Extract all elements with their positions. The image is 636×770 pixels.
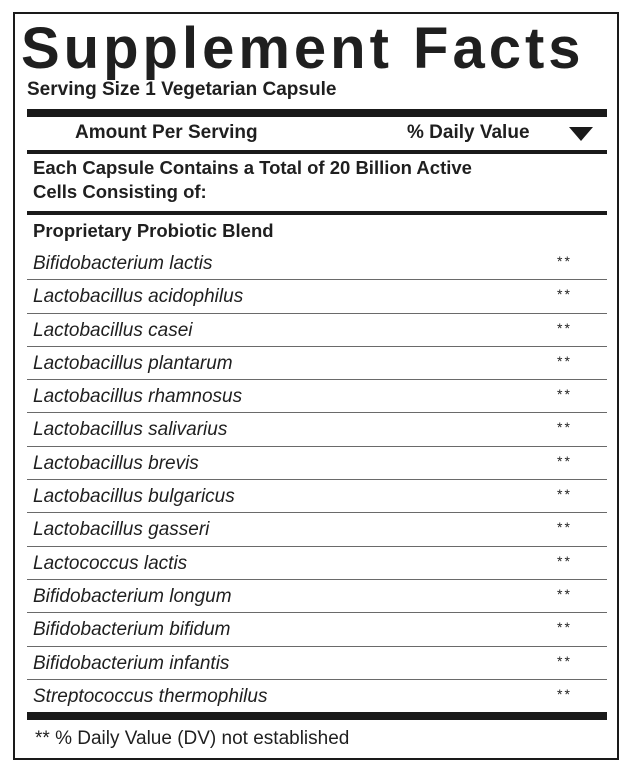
ingredient-daily-value: ** — [557, 552, 572, 569]
ingredient-daily-value: ** — [557, 519, 572, 536]
ingredient-name: Bifidobacterium bifidum — [33, 619, 231, 641]
capsule-contents-line-1: Each Capsule Contains a Total of 20 Billion Active — [33, 157, 472, 178]
ingredient-name: Lactobacillus gasseri — [33, 519, 210, 541]
ingredient-name: Lactobacillus rhamnosus — [33, 386, 243, 408]
ingredient-row — [27, 380, 607, 413]
ingredient-name: Lactobacillus acidophilus — [33, 286, 244, 308]
ingredient-name: Streptococcus thermophilus — [33, 685, 268, 707]
ingredient-row — [27, 447, 607, 480]
ingredient-daily-value: ** — [557, 652, 572, 669]
ingredient-daily-value: ** — [557, 319, 572, 336]
ingredient-name: Lactobacillus plantarum — [33, 352, 233, 374]
ingredient-daily-value: ** — [557, 352, 572, 369]
footnote: ** % Daily Value (DV) not established — [35, 728, 350, 749]
ingredient-daily-value: ** — [557, 386, 572, 403]
thick-divider-top — [27, 109, 607, 117]
ingredient-row — [27, 247, 607, 280]
capsule-contents-note — [33, 156, 472, 204]
ingredient-name: Lactobacillus casei — [33, 319, 193, 341]
ingredient-daily-value: ** — [557, 419, 572, 436]
serving-size: Serving Size 1 Vegetarian Capsule — [27, 79, 337, 100]
ingredient-row — [27, 280, 607, 313]
supplement-facts-panel — [13, 12, 619, 760]
blend-title: Proprietary Probiotic Blend — [33, 220, 274, 241]
ingredient-row — [27, 513, 607, 546]
ingredient-daily-value: ** — [557, 286, 572, 303]
daily-value-label: % Daily Value — [407, 122, 530, 143]
ingredient-row — [27, 647, 607, 680]
ingredient-name: Bifidobacterium lactis — [33, 253, 213, 274]
divider-contents — [27, 211, 607, 215]
ingredient-name: Lactobacillus brevis — [33, 452, 199, 474]
ingredient-daily-value: ** — [557, 619, 572, 636]
column-header-row — [27, 118, 607, 150]
ingredient-daily-value: ** — [557, 486, 572, 503]
ingredient-name: Bifidobacterium longum — [33, 585, 232, 607]
ingredient-row — [27, 547, 607, 580]
ingredient-list — [27, 247, 607, 713]
ingredient-row — [27, 480, 607, 513]
ingredient-daily-value: ** — [557, 253, 572, 269]
ingredient-name: Lactobacillus bulgaricus — [33, 486, 235, 508]
thick-divider-bottom — [27, 712, 607, 720]
ingredient-name: Lactococcus lactis — [33, 552, 188, 574]
divider-header — [27, 150, 607, 154]
ingredient-row — [27, 314, 607, 347]
ingredient-daily-value: ** — [557, 585, 572, 602]
ingredient-row — [27, 413, 607, 446]
ingredient-row — [27, 580, 607, 613]
amount-per-serving-label: Amount Per Serving — [75, 122, 258, 143]
ingredient-row — [27, 680, 607, 713]
ingredient-daily-value: ** — [557, 452, 572, 469]
ingredient-row — [27, 347, 607, 380]
ingredient-row — [27, 613, 607, 646]
capsule-contents-line-2: Cells Consisting of: — [33, 181, 207, 202]
ingredient-name: Lactobacillus salivarius — [33, 419, 228, 441]
ingredient-daily-value: ** — [557, 685, 572, 702]
down-triangle-icon — [569, 127, 593, 141]
panel-title: Supplement Facts — [21, 16, 585, 81]
ingredient-name: Bifidobacterium infantis — [33, 652, 230, 674]
